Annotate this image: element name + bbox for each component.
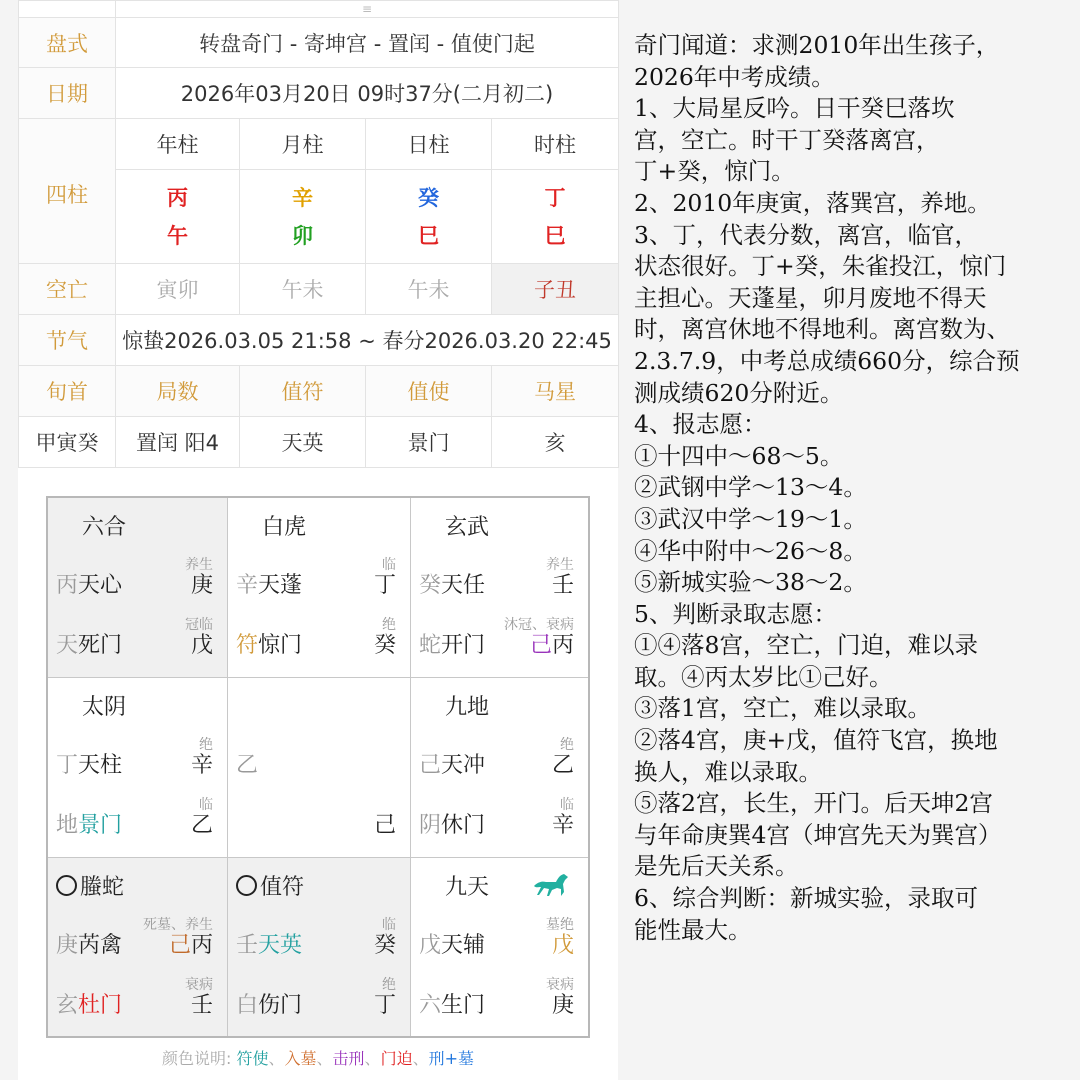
star-name: 天蓬 bbox=[258, 573, 303, 598]
star-stem: 辛 bbox=[236, 573, 259, 598]
star-left bbox=[236, 932, 302, 960]
palace-small-top: 墓绝 bbox=[546, 917, 574, 933]
door-name: 景门 bbox=[78, 813, 123, 838]
note-line: 4、报志愿： bbox=[634, 410, 767, 439]
panshi-value: 转盘奇门 - 寄坤宫 - 置闰 - 值使门起 bbox=[116, 18, 619, 68]
note-line: 时，离宫休地不得地利。离宫数为、 bbox=[634, 315, 1010, 344]
star-stem: 丁 bbox=[56, 753, 79, 778]
palace-small-top: 死墓、养生 bbox=[143, 917, 213, 933]
eight-god bbox=[445, 870, 489, 901]
star-name: 天冲 bbox=[441, 753, 486, 778]
star-name: 天英 bbox=[258, 933, 303, 958]
note-line: ①十四中～68～5。 bbox=[634, 441, 844, 470]
palace-small-bottom: 绝 bbox=[382, 977, 396, 993]
star-right-stem: 癸 bbox=[373, 933, 396, 958]
palace-door-row bbox=[236, 812, 396, 840]
star-left bbox=[56, 932, 122, 960]
palace-small-top: 临 bbox=[382, 917, 396, 933]
star-right-pre: 己 bbox=[168, 933, 191, 958]
pillar-branch: 巳 bbox=[418, 223, 439, 248]
palace-door-row bbox=[419, 812, 574, 840]
door-prefix: 蛇 bbox=[419, 633, 442, 658]
panshi-label: 盘式 bbox=[19, 18, 116, 68]
door-prefix: 天 bbox=[56, 633, 79, 658]
palace-door-row bbox=[419, 632, 574, 660]
center-branch: 己 bbox=[373, 813, 396, 838]
star-name: 天辅 bbox=[441, 933, 486, 958]
legend-sep: 、 bbox=[268, 1049, 285, 1068]
god-name: 白虎 bbox=[262, 515, 307, 540]
palace-star-row bbox=[56, 572, 213, 600]
star-name: 芮禽 bbox=[78, 933, 123, 958]
door-left bbox=[56, 812, 122, 840]
note-line: 1、大局星反吟。日干癸巳落坎 bbox=[634, 94, 955, 123]
top-strip: ≡ bbox=[116, 1, 619, 18]
door-right-stem: 庚 bbox=[551, 993, 574, 1018]
star-name: 天心 bbox=[78, 573, 123, 598]
pillar-branch: 巳 bbox=[544, 223, 566, 248]
note-line: ③落1宫，空亡，难以录取。 bbox=[634, 694, 931, 723]
door-left bbox=[56, 632, 122, 660]
palace-star-row bbox=[236, 932, 396, 960]
door-name: 开门 bbox=[441, 633, 486, 658]
pillar-stem: 丙 bbox=[167, 185, 188, 210]
kongwang-hour: 子丑 bbox=[492, 264, 619, 315]
palace-star-row bbox=[236, 572, 396, 600]
note-line: 换人，难以录取。 bbox=[634, 757, 822, 786]
note-line: ③武汉中学～19～1。 bbox=[634, 504, 867, 533]
palace-small-bottom: 绝 bbox=[382, 617, 396, 633]
eight-god bbox=[445, 690, 489, 721]
god-name: 六合 bbox=[82, 515, 127, 540]
star-name: 天任 bbox=[441, 573, 486, 598]
note-line: ⑤新城实验～38～2。 bbox=[634, 568, 867, 597]
note-line: ④华中附中～26～8。 bbox=[634, 536, 867, 565]
star-name: 天柱 bbox=[78, 753, 123, 778]
legend-prefix: 颜色说明: bbox=[161, 1049, 237, 1068]
note-line: 3、丁，代表分数，离宫，临官， bbox=[634, 220, 978, 249]
door-left bbox=[56, 992, 122, 1020]
door-right bbox=[191, 812, 213, 840]
note-line: 2.3.7.9，中考总成绩660分，综合预 bbox=[634, 346, 1020, 375]
palace-cell[interactable] bbox=[228, 858, 411, 1036]
star-stem: 癸 bbox=[419, 573, 442, 598]
door-left bbox=[419, 632, 485, 660]
door-left bbox=[419, 812, 485, 840]
pillar-header-hour: 时柱 bbox=[492, 119, 619, 170]
kongwang-month: 午未 bbox=[240, 264, 366, 315]
star-right-stem: 丙 bbox=[190, 933, 213, 958]
note-line: ⑤落2宫，长生，开门。后天坤2宫 bbox=[634, 789, 993, 818]
kongwang-label: 空亡 bbox=[19, 264, 116, 315]
palace-cell[interactable] bbox=[48, 498, 228, 678]
pillar-header-year: 年柱 bbox=[116, 119, 240, 170]
star-right-stem: 乙 bbox=[551, 753, 574, 778]
pillar-stem: 丁 bbox=[544, 185, 566, 210]
palace-cell[interactable] bbox=[411, 858, 588, 1036]
palace-cell[interactable] bbox=[228, 678, 411, 858]
door-left bbox=[236, 992, 302, 1020]
legend-item: 入墓 bbox=[284, 1049, 317, 1068]
palace-cell[interactable] bbox=[411, 678, 588, 858]
door-right-stem: 癸 bbox=[373, 633, 396, 658]
star-right bbox=[374, 932, 396, 960]
note-line: 2026年中考成绩。 bbox=[634, 62, 835, 91]
star-left bbox=[419, 572, 485, 600]
circle-mark bbox=[56, 875, 77, 896]
eight-god bbox=[56, 870, 124, 901]
zhifu-value: 天英 bbox=[240, 417, 366, 468]
jieqi-value: 惊蛰2026.03.05 21:58 ~ 春分2026.03.20 22:45 bbox=[116, 315, 619, 366]
palace-small-bottom: 衰病 bbox=[546, 977, 574, 993]
kongwang-year: 寅卯 bbox=[116, 264, 240, 315]
eight-god bbox=[445, 510, 489, 541]
palace-star-row bbox=[419, 932, 574, 960]
palace-small-bottom: 冠临 bbox=[185, 617, 213, 633]
door-right-stem: 丙 bbox=[551, 633, 574, 658]
note-line: 丁+癸，惊门。 bbox=[634, 157, 795, 186]
palace-cell[interactable] bbox=[411, 498, 588, 678]
star-stem: 丙 bbox=[56, 573, 79, 598]
zhifu-label: 值符 bbox=[240, 366, 366, 417]
palace-small-bottom: 临 bbox=[560, 797, 574, 813]
palace-cell[interactable] bbox=[48, 678, 228, 858]
note-line: 是先后天关系。 bbox=[634, 852, 799, 881]
door-name: 杜门 bbox=[78, 993, 123, 1018]
door-right-pre: 己 bbox=[529, 633, 552, 658]
god-name: 太阴 bbox=[82, 695, 127, 720]
star-right bbox=[552, 932, 574, 960]
eight-god bbox=[262, 510, 306, 541]
note-line: 与年命庚巽4宫（坤宫先天为巽宫） bbox=[634, 820, 1002, 849]
door-prefix: 六 bbox=[419, 993, 442, 1018]
chart-info-table bbox=[18, 0, 619, 468]
pillar-month bbox=[240, 170, 366, 264]
pillar-branch: 卯 bbox=[292, 223, 313, 248]
door-right bbox=[552, 992, 574, 1020]
door-right-stem: 戊 bbox=[190, 633, 213, 658]
door-right bbox=[374, 992, 396, 1020]
pillar-branch: 午 bbox=[167, 223, 188, 248]
palace-cell[interactable] bbox=[48, 858, 228, 1036]
palace-star-row bbox=[56, 932, 213, 960]
palace-small-top: 绝 bbox=[560, 737, 574, 753]
legend-sep: 、 bbox=[412, 1049, 429, 1068]
door-prefix: 符 bbox=[236, 633, 259, 658]
note-line: 测成绩620分附近。 bbox=[634, 378, 844, 407]
note-line: 5、判断录取志愿： bbox=[634, 599, 837, 628]
note-line: 状态很好。丁+癸，朱雀投江，惊门 bbox=[634, 252, 1007, 281]
star-right-stem: 壬 bbox=[551, 573, 574, 598]
star-left bbox=[419, 752, 485, 780]
eight-god bbox=[82, 510, 126, 541]
door-left bbox=[419, 992, 485, 1020]
legend-item: 门迫 bbox=[380, 1049, 413, 1068]
note-line: ②武钢中学～13～4。 bbox=[634, 473, 867, 502]
star-right bbox=[552, 752, 574, 780]
star-stem: 壬 bbox=[236, 933, 259, 958]
circle-mark bbox=[236, 875, 257, 896]
note-line: ②落4宫，庚+戊，值符飞宫，换地 bbox=[634, 726, 998, 755]
color-legend bbox=[18, 1046, 618, 1069]
door-prefix: 白 bbox=[236, 993, 259, 1018]
door-right-stem: 壬 bbox=[190, 993, 213, 1018]
door-prefix: 玄 bbox=[56, 993, 79, 1018]
eight-god bbox=[82, 690, 126, 721]
horse-icon bbox=[532, 872, 570, 898]
xunshou-label: 旬首 bbox=[19, 366, 116, 417]
legend-item: 刑+墓 bbox=[428, 1049, 475, 1068]
zhishi-value: 景门 bbox=[366, 417, 492, 468]
palace-door-row bbox=[236, 632, 396, 660]
center-stem: 乙 bbox=[236, 753, 259, 778]
palace-small-bottom: 衰病 bbox=[185, 977, 213, 993]
star-right bbox=[169, 932, 213, 960]
note-line: ①④落8宫，空亡，门迫，难以录 bbox=[634, 631, 978, 660]
qimen-chart-panel bbox=[18, 0, 618, 1080]
door-right bbox=[530, 632, 574, 660]
eight-god bbox=[236, 870, 304, 901]
note-line: 能性最大。 bbox=[634, 915, 752, 944]
note-line: 主担心。天蓬星，卯月废地不得天 bbox=[634, 283, 987, 312]
palace-star-row bbox=[56, 752, 213, 780]
palace-star-row bbox=[419, 572, 574, 600]
star-right bbox=[374, 572, 396, 600]
legend-item: 符使 bbox=[236, 1049, 269, 1068]
god-name: 玄武 bbox=[445, 515, 490, 540]
door-prefix: 地 bbox=[56, 813, 79, 838]
door-name: 生门 bbox=[441, 993, 486, 1018]
pillar-day bbox=[366, 170, 492, 264]
palace-small-top: 临 bbox=[382, 557, 396, 573]
note-line: 奇门闻道：求测2010年出生孩子， bbox=[634, 31, 1000, 59]
star-stem: 戊 bbox=[419, 933, 442, 958]
pillar-hour bbox=[492, 170, 619, 264]
analysis-notes bbox=[634, 30, 1074, 946]
legend-item: 击刑 bbox=[332, 1049, 365, 1068]
door-right-stem: 辛 bbox=[551, 813, 574, 838]
door-right bbox=[374, 632, 396, 660]
star-right bbox=[191, 572, 213, 600]
god-name: 九天 bbox=[445, 875, 490, 900]
palace-star-row bbox=[419, 752, 574, 780]
god-name: 螣蛇 bbox=[80, 875, 125, 900]
legend-sep: 、 bbox=[316, 1049, 333, 1068]
maxing-label: 马星 bbox=[492, 366, 619, 417]
star-right-stem: 辛 bbox=[190, 753, 213, 778]
door-right-stem: 丁 bbox=[373, 993, 396, 1018]
palace-cell[interactable] bbox=[228, 498, 411, 678]
palace-door-row bbox=[236, 992, 396, 1020]
palace-small-bottom: 沐冠、衰病 bbox=[504, 617, 574, 633]
jushu-value: 置闰 阳4 bbox=[116, 417, 240, 468]
pillar-header-day: 日柱 bbox=[366, 119, 492, 170]
palace-door-row bbox=[56, 632, 213, 660]
jushu-label: 局数 bbox=[116, 366, 240, 417]
door-right bbox=[552, 812, 574, 840]
star-right-stem: 庚 bbox=[190, 573, 213, 598]
door-name: 休门 bbox=[441, 813, 486, 838]
note-line: 2、2010年庚寅，落巽宫，养地。 bbox=[634, 188, 991, 217]
note-line: 取。④丙太岁比①己好。 bbox=[634, 662, 893, 691]
door-name: 惊门 bbox=[258, 633, 303, 658]
door-prefix: 阴 bbox=[419, 813, 442, 838]
palace-small-top: 养生 bbox=[185, 557, 213, 573]
kongwang-day: 午未 bbox=[366, 264, 492, 315]
palace-stem bbox=[236, 752, 396, 780]
nine-palace-grid bbox=[46, 496, 590, 1038]
door-right bbox=[191, 632, 213, 660]
pillar-header-month: 月柱 bbox=[240, 119, 366, 170]
legend-sep: 、 bbox=[364, 1049, 381, 1068]
maxing-value: 亥 bbox=[492, 417, 619, 468]
door-right bbox=[191, 992, 213, 1020]
note-line: 宫，空亡。时干丁癸落离宫， bbox=[634, 125, 940, 154]
palace-small-bottom: 临 bbox=[199, 797, 213, 813]
god-name: 九地 bbox=[445, 695, 490, 720]
zhishi-label: 值使 bbox=[366, 366, 492, 417]
door-right-stem: 乙 bbox=[190, 813, 213, 838]
god-name: 值符 bbox=[260, 875, 305, 900]
palace-small-top: 绝 bbox=[199, 737, 213, 753]
date-label: 日期 bbox=[19, 68, 116, 119]
star-left bbox=[236, 572, 302, 600]
star-right bbox=[191, 752, 213, 780]
pillar-stem: 癸 bbox=[418, 185, 439, 210]
xunshou-value: 甲寅癸 bbox=[19, 417, 116, 468]
star-stem: 己 bbox=[419, 753, 442, 778]
star-stem: 庚 bbox=[56, 933, 79, 958]
pillar-year bbox=[116, 170, 240, 264]
palace-door-row bbox=[56, 812, 213, 840]
pillar-stem: 辛 bbox=[292, 185, 313, 210]
palace-small-top: 养生 bbox=[546, 557, 574, 573]
door-name: 伤门 bbox=[258, 993, 303, 1018]
star-right-stem: 戊 bbox=[551, 933, 574, 958]
door-name: 死门 bbox=[78, 633, 123, 658]
palace-door-row bbox=[419, 992, 574, 1020]
date-value: 2026年03月20日 09时37分(二月初二) bbox=[116, 68, 619, 119]
star-left bbox=[56, 572, 122, 600]
star-left bbox=[419, 932, 485, 960]
star-left bbox=[56, 752, 122, 780]
star-right-stem: 丁 bbox=[373, 573, 396, 598]
star-right bbox=[552, 572, 574, 600]
door-left bbox=[236, 632, 302, 660]
note-line: 6、综合判断：新城实验，录取可 bbox=[634, 884, 978, 913]
palace-door-row bbox=[56, 992, 213, 1020]
jieqi-label: 节气 bbox=[19, 315, 116, 366]
sizhu-label: 四柱 bbox=[19, 119, 116, 264]
